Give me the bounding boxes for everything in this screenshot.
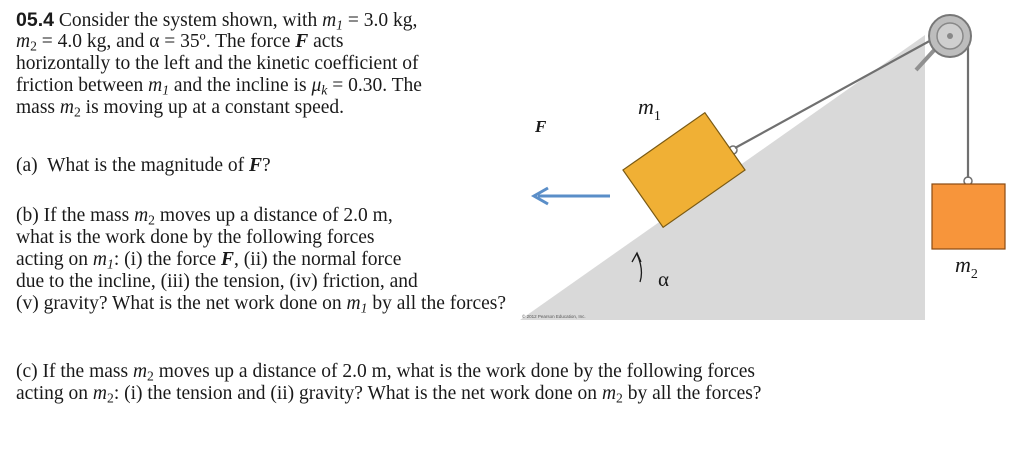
part-b-line-3: acting on $m_1$: (i) the force F, (ii) the normal force	[16, 249, 402, 272]
angle-label: α	[658, 267, 670, 291]
problem-line-1: 05.4 Consider the system shown, with $m_1 = 3.0$ kg,	[16, 9, 418, 33]
force-label: F	[535, 117, 547, 136]
block-m2	[932, 184, 1005, 249]
problem-line-5: mass $m_2$ is moving up at a constant speed.	[16, 97, 344, 120]
problem-number: 05.4	[16, 9, 54, 31]
pulley	[929, 15, 971, 57]
part-c-line-2: acting on $m_2$: (i) the tension and (ii) gravity? What is the net work done on $m_2$ by all the forces?	[16, 383, 762, 406]
problem-line-2: $m_2 = 4.0$ kg, and α = 35º. The force F acts	[16, 31, 344, 54]
mass1-label: $m_1$	[638, 94, 661, 124]
copyright-text: © 2012 Pearson Education, Inc.	[522, 314, 586, 319]
part-a: (a) What is the magnitude of F?	[16, 155, 271, 176]
problem-line-3: horizontally to the left and the kinetic coefficient of	[16, 53, 419, 74]
part-b-line-1: (b) If the mass $m_2$ moves up a distance of 2.0 m,	[16, 205, 393, 228]
part-c-line-1: (c) If the mass $m_2$ moves up a distance of 2.0 m, what is the work done by the following forces	[16, 361, 755, 384]
problem-line-4: friction between $m_1$ and the incline is $\mu_k = 0.30$. The	[16, 75, 422, 98]
part-b-line-5: (v) gravity? What is the net work done on $m_1$ by all the forces?	[16, 293, 507, 316]
part-b-line-2: what is the work done by the following forces	[16, 227, 375, 248]
mass2-label: $m_2$	[955, 252, 978, 282]
incline-pulley-figure	[510, 0, 1024, 340]
part-b-line-4: due to the incline, (iii) the tension, (iv) friction, and	[16, 271, 418, 292]
force-arrow	[534, 188, 610, 204]
